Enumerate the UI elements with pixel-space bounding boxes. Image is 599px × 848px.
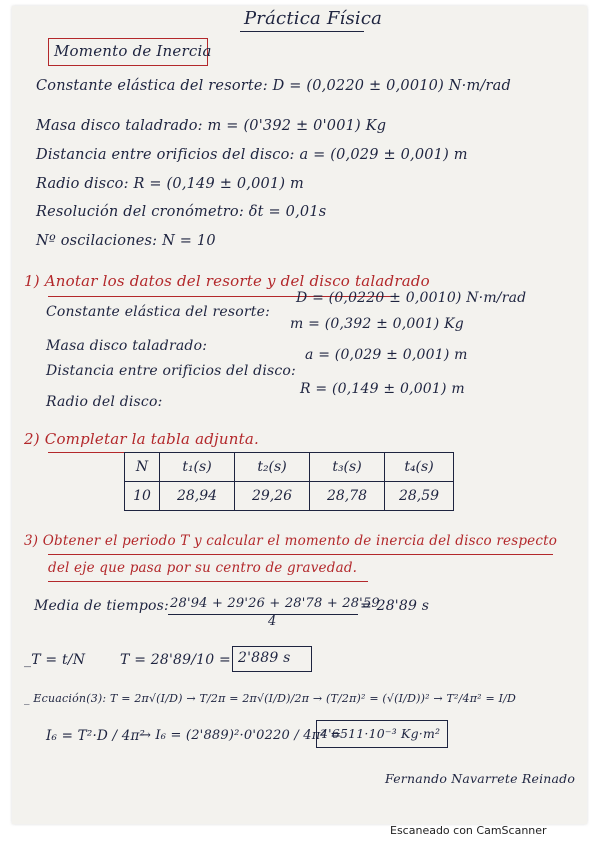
section-title: Momento de Inercia <box>54 42 212 60</box>
q1-label-distance: Distancia entre orificios del disco: <box>46 363 296 379</box>
data-line-spring-constant: Constante elástica del resorte: D = (0,0220 ± 0,0010) N·m/rad <box>36 78 511 94</box>
table-header: t₄(s) <box>385 453 454 482</box>
title-underline <box>240 31 364 32</box>
inertia-calculation: → I₆ = (2'889)²·0'0220 / 4π² = <box>140 728 342 743</box>
table-cell: 29,26 <box>235 482 310 511</box>
scanner-footer: Escaneado con CamScanner <box>390 824 547 837</box>
q1-label-mass: Masa disco taladrado: <box>46 338 208 354</box>
media-numerator: 28'94 + 29'26 + 28'78 + 28'59 <box>170 596 380 611</box>
page-title: Práctica Física <box>244 8 383 29</box>
inertia-result: 4'6511·10⁻³ Kg·m² <box>320 726 441 741</box>
data-line-radius: Radio disco: R = (0,149 ± 0,001) m <box>36 176 305 192</box>
q2-heading: 2) Completar la tabla adjunta. <box>24 430 259 448</box>
table-cell: 28,59 <box>385 482 454 511</box>
q1-value-distance: a = (0,029 ± 0,001) m <box>305 347 468 363</box>
q1-heading: 1) Anotar los datos del resorte y del disco taladrado <box>24 272 430 290</box>
q3-underline-2 <box>48 581 368 582</box>
table-header: t₁(s) <box>160 453 235 482</box>
q3-heading-line2: del eje que pasa por su centro de gravedad. <box>48 560 358 576</box>
ecuacion-derivation: _ Ecuación(3): T = 2π√(I/D) → T/2π = 2π√(I/D)/2π → (T/2π)² = (√(I/D))² → T²/4π² = I/D <box>24 692 517 705</box>
table-row <box>125 482 454 511</box>
table-cell: 28,78 <box>310 482 385 511</box>
times-table <box>124 452 454 511</box>
data-line-resolution: Resolución del cronómetro: δt = 0,01s <box>36 204 327 220</box>
q3-underline-1 <box>48 554 553 555</box>
q1-value-radius: R = (0,149 ± 0,001) m <box>300 381 465 397</box>
table-header: t₃(s) <box>310 453 385 482</box>
inertia-formula: I₆ = T²·D / 4π² <box>46 728 146 744</box>
media-denominator: 4 <box>268 614 277 629</box>
media-result: = 28'89 s <box>360 598 430 614</box>
table-cell: 10 <box>125 482 160 511</box>
media-label: Media de tiempos: <box>34 598 169 614</box>
period-definition: _T = t/N <box>24 652 86 668</box>
table-header: N <box>125 453 160 482</box>
data-line-mass: Masa disco taladrado: m = (0'392 ± 0'001) Kg <box>36 118 387 134</box>
q3-heading-line1: 3) Obtener el periodo T y calcular el momento de inercia del disco respecto <box>24 533 558 549</box>
period-calculation: T = 28'89/10 = <box>120 652 231 668</box>
period-result: 2'889 s <box>238 650 291 666</box>
table-header-row <box>125 453 454 482</box>
data-line-distance: Distancia entre orificios del disco: a = (0,029 ± 0,001) m <box>36 147 468 163</box>
table-header: t₂(s) <box>235 453 310 482</box>
data-line-oscillations: Nº oscilaciones: N = 10 <box>36 233 216 249</box>
q1-value-mass: m = (0,392 ± 0,001) Kg <box>290 316 464 332</box>
q1-value-spring: D = (0,0220 ± 0,0010) N·m/rad <box>296 290 527 306</box>
q1-label-radius: Radio del disco: <box>46 394 163 410</box>
signature: Fernando Navarrete Reinado <box>385 771 576 786</box>
table-cell: 28,94 <box>160 482 235 511</box>
q1-label-spring: Constante elástica del resorte: <box>46 304 271 320</box>
media-fraction-line <box>168 614 358 615</box>
